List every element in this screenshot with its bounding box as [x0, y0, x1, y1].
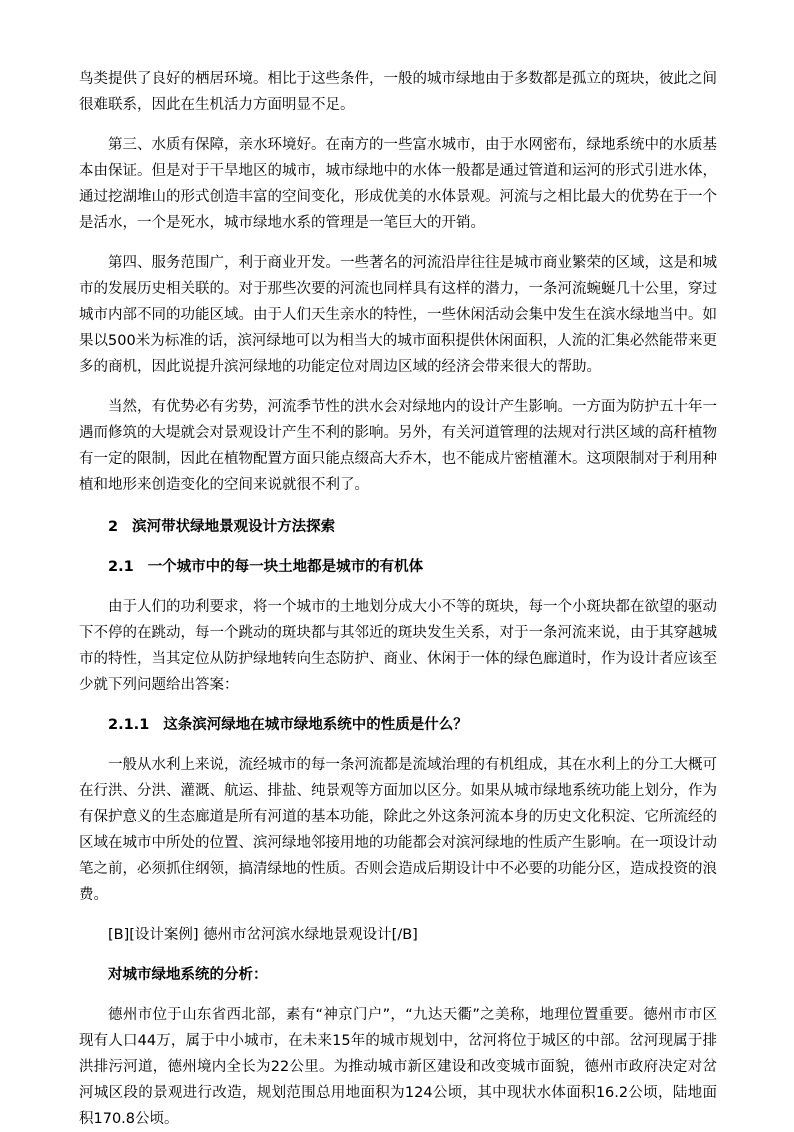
- paragraph-continued: 鸟类提供了良好的栖居环境。相比于这些条件，一般的城市绿地由于多数都是孤立的斑块，彼此之间很难联系，因此在生机活力方面明显不足。: [79, 71, 717, 113]
- section-number: 2.1.1: [108, 717, 150, 733]
- section-title: 滨河带状绿地景观设计方法探索: [132, 519, 336, 535]
- paragraph-disadvantages: 当然，有优势必有劣势，河流季节性的洪水会对绿地内的设计产生影响。一方面为防护五十年一遇而修筑的大堤就会对景观设计产生不利的影响。另外，有关河道管理的法规对行洪区域的高秆植物有一定的限制，因此在植物配置方面只能点缀高大乔木，也不能成片密植灌木。这项限制对于利用种植和地形来创造变化的空间来说就很不利了。: [79, 399, 717, 493]
- design-case-line: [B][设计案例] 德州市岔河滨水绿地景观设计[/B]: [108, 927, 418, 943]
- section-heading-2-1-1: [79, 712, 717, 738]
- analysis-heading: 对城市绿地系统的分析：: [108, 967, 268, 983]
- paragraph-river-nature: 一般从水利上来说，流经城市的每一条河流都是流域治理的有机组成，其在水利上的分工大概可在行洪、分洪、灌溉、航运、排盐、纯景观等方面加以区分。如果从城市绿地系统功能上划分，作为有保护意义的生态廊道是所有河道的基本功能，除此之外这条河流本身的历史文化积淀、它所流经的区域在城市中所处的位置、滨河绿地邻接用地的功能都会对滨河绿地的性质产生影响。在一项设计动笔之前，必须抓住纲领，搞清绿地的性质。否则会造成后期设计中不必要的功能分区，造成投资的浪费。: [79, 757, 717, 903]
- document-page: [79, 66, 717, 1132]
- paragraph-dezhou: 德州市位于山东省西北部，素有“神京门户”，“九达天衢”之美称，地理位置重要。德州市市区现有人口44万，属于中小城市，在未来15年的城市规划中，岔河将位于城区的中部。岔河现属于排洪排污河道，德州境内全长为22公里。为推动城市新区建设和改变城市面貌，德州市政府决定对岔河城区段的景观进行改造，规划范围总用地面积为124公顷，其中现状水体面积16.2公顷，陆地面积170.8公顷。: [79, 1007, 717, 1127]
- section-number: 2.1: [108, 559, 134, 575]
- section-heading-2: [79, 514, 717, 540]
- section-number: 2: [108, 519, 119, 535]
- paragraph-service-range: 第四、服务范围广，利于商业开发。一些著名的河流沿岸往往是城市商业繁荣的区域，这是和城市的发展历史相关联的。对于那些次要的河流也同样具有这样的潜力，一条河流蜿蜒几十公里，穿过城市内部不同的功能区域。由于人们天生亲水的特性，一些休闲活动会集中发生在滨水绿地当中。如果以500米为标准的话，滨河绿地可以为相当大的城市面积提供休闲面积，人流的汇集必然能带来更多的商机，因此说提升滨河绿地的功能定位对周边区域的经济会带来很大的帮助。: [79, 255, 717, 375]
- section-title: 这条滨河绿地在城市绿地系统中的性质是什么？: [163, 717, 468, 733]
- section-heading-2-1: [79, 554, 717, 580]
- paragraph-land-patches: 由于人们的功利要求，将一个城市的土地划分成大小不等的斑块，每一个小斑块都在欲望的驱动下不停的在跳动，每一个跳动的斑块都与其邻近的斑块发生关系，对于一条河流来说，由于其穿越城市的特性，当其定位从防护绿地转向生态防护、商业、休闲于一体的绿色廊道时，作为设计者应该至少就下列问题给出答案：: [79, 599, 717, 693]
- section-title: 一个城市中的每一块土地都是城市的有机体: [147, 559, 424, 575]
- paragraph-water-quality: 第三、水质有保障，亲水环境好。在南方的一些富水城市，由于水网密布，绿地系统中的水质基本由保证。但是对于干旱地区的城市，城市绿地中的水体一般都是通过管道和运河的形式引进水体，通过挖湖堆山的形式创造丰富的空间变化，形成优美的水体景观。河流与之相比最大的优势在于一个是活水，一个是死水，城市绿地水系的管理是一笔巨大的开销。: [79, 137, 717, 231]
